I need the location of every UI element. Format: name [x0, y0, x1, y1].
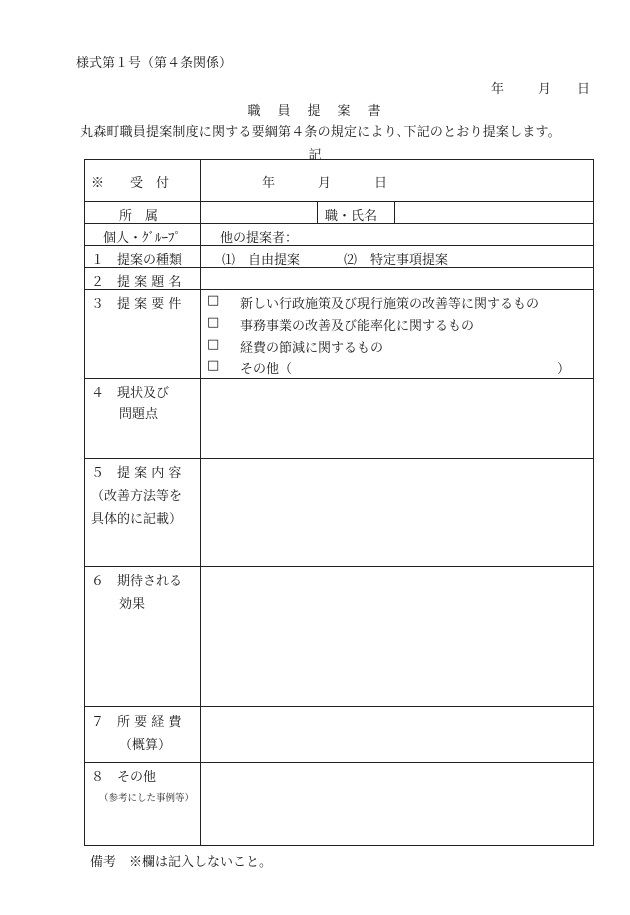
ki-marker: 記	[308, 148, 322, 163]
proposal-type-label: １ 提案の種類	[91, 253, 183, 268]
checkbox-icon: □	[207, 358, 220, 373]
receipt-day-label: 日	[374, 176, 388, 191]
receipt-month-label: 月	[318, 176, 332, 191]
current-status-label: ４ 現状及び	[91, 386, 170, 401]
expected-effect-label-2: 効果	[119, 597, 146, 612]
footer-note: 備考 ※欄は記入しないこと。	[90, 855, 273, 870]
receipt-year-label: 年	[262, 176, 276, 191]
table-rule	[85, 762, 593, 763]
proposal-form-table	[84, 159, 594, 846]
receipt-label: ※ 受 付	[91, 176, 170, 191]
position-name-label: 職・氏名	[325, 209, 378, 224]
free-proposal-option: ⑴ 自由提案	[222, 253, 301, 268]
table-rule	[85, 378, 593, 379]
requirement-item: 経費の節減に関するもの	[240, 341, 384, 356]
table-column-divider	[200, 160, 201, 846]
other-proposers-label: 他の提案者：	[220, 231, 299, 246]
table-rule	[85, 201, 593, 202]
expected-effect-label: ６ 期待される	[91, 574, 183, 589]
document-title: 職 員 提 案 書	[247, 104, 383, 119]
requirement-item: 事務事業の改善及び能率化に関するもの	[240, 319, 475, 334]
current-status-label-2: 問題点	[119, 407, 159, 422]
proposal-content-label: ５ 提 案 内 容	[91, 466, 182, 481]
proposal-requirements-label: ３ 提 案 要 件	[91, 297, 182, 312]
table-rule	[85, 706, 593, 707]
table-column-divider	[394, 201, 395, 223]
other-label-2: （参考にした事例等）	[99, 793, 195, 804]
table-column-divider	[317, 201, 318, 223]
checkbox-icon: □	[207, 337, 220, 352]
date-year-label: 年	[491, 82, 505, 97]
individual-group-label: 個人・ｸﾞﾙｰﾌﾟ	[103, 231, 182, 246]
intro-text: 丸森町職員提案制度に関する要綱第４条の規定により､下記のとおり提案します。	[80, 125, 561, 140]
requirement-item: その他（	[240, 362, 293, 377]
date-day-label: 日	[577, 82, 591, 97]
specific-proposal-option: ⑵ 特定事項提案	[344, 253, 449, 268]
form-number: 様式第１号（第４条関係）	[76, 56, 233, 71]
required-cost-label-2: （概算）	[119, 738, 172, 753]
dept-label: 所 属	[119, 209, 159, 224]
table-rule	[85, 566, 593, 567]
close-paren: ）	[557, 362, 571, 377]
proposal-content-label-2: （改善方法等を	[91, 489, 183, 504]
checkbox-icon: □	[207, 293, 220, 308]
proposal-title-label: ２ 提 案 題 名	[91, 275, 182, 290]
requirement-item: 新しい行政施策及び現行施策の改善等に関するもの	[240, 297, 540, 312]
other-label: ８ その他	[91, 770, 157, 785]
checkbox-icon: □	[207, 315, 220, 330]
table-rule	[85, 458, 593, 459]
date-month-label: 月	[538, 82, 552, 97]
proposal-content-label-3: 具体的に記載）	[91, 512, 183, 527]
required-cost-label: ７ 所 要 経 費	[91, 715, 182, 730]
